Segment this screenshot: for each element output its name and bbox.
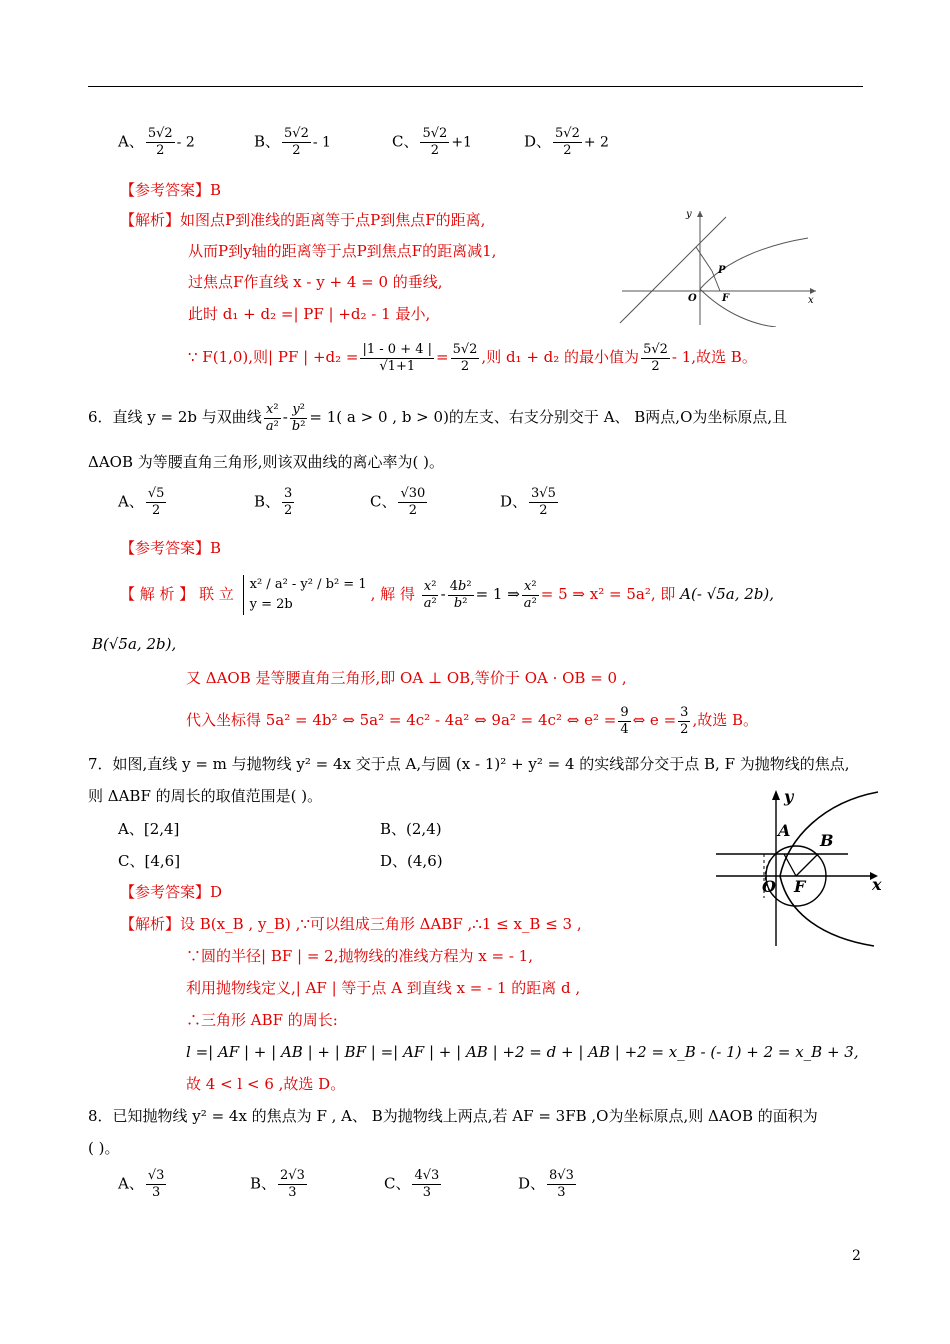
q7-analysis-line-5: l =| AF | + | AB | + | BF | =| AF | + | AB | +2 = d + | AB | +2 = x_B - (- 1) + 2 = x_B + 3, [186, 1043, 859, 1061]
q5-analysis-line-1: 【解析】如图点P到准线的距离等于点P到焦点F的距离, [120, 211, 486, 229]
q5-answer: 【参考答案】B [120, 181, 222, 199]
fig2-x-label: x [872, 875, 882, 894]
q7-analysis-line-6: 故 4 < l < 6 ,故选 D。 [186, 1075, 346, 1093]
q6-answer: 【参考答案】B [120, 539, 222, 557]
fig1-point-label: P [718, 265, 726, 276]
q6-option-b: B、 $\frac{3}{2}$ [254, 486, 293, 518]
q8-stem-line-2: ( )。 [88, 1139, 120, 1157]
q5-analysis-line-2: 从而P到y轴的距离等于点P到焦点F的距离减1, [188, 242, 497, 260]
q7-analysis-line-3: 利用抛物线定义,| AF | 等于点 A 到直线 x = - 1 的距离 d , [186, 979, 581, 997]
q8-option-b: B、 $\frac{2√3}{3}$ [250, 1168, 305, 1200]
q6-point-b: B(√5a, 2b), [92, 635, 177, 653]
q7-answer: 【参考答案】D [120, 883, 223, 901]
fig1-origin-label: O [688, 293, 697, 304]
q5-analysis-line-3: 过焦点F作直线 x - y + 4 = 0 的垂线, [188, 273, 443, 291]
q6-stem-line-1: 6．直线 y = 2b 与双曲线 $\frac{\text{x²}}{\text{a²}}$ - $\frac{\text{y²}}{\text{b²}}$ = 1( a > 0 , b > 0)的左支、右支分别交于 A、 B两点,O为坐标原点,且 [88, 401, 788, 434]
fig1-focus-label: F [722, 293, 730, 304]
fig2-focus-label: F [794, 877, 806, 896]
q5-figure [616, 205, 822, 327]
q6-analysis-line-4: 代入坐标得 5a² = 4b² ⇔ 5a² = 4c² - 4a² ⇔ 9a² = 4c² ⇔ e² = $\frac{9}{4}$ ⇔ e = $\frac{3}{2}$ ,故选 B。 [186, 704, 758, 737]
q7-option-b: B、(2,4) [380, 820, 442, 838]
fig1-x-label: x [808, 295, 814, 306]
q7-option-d: D、(4,6) [380, 852, 443, 870]
q7-analysis-line-4: ∴三角形 ABF 的周长: [186, 1011, 338, 1029]
q6-stem-line-2: ΔAOB 为等腰直角三角形,则该双曲线的离心率为( )。 [88, 453, 444, 471]
q8-option-a: A、 $\frac{√3}{3}$ [118, 1168, 165, 1200]
fig1-y-label: y [686, 209, 692, 220]
q5-option-b: B、 $\frac{5√2}{2}$ - 1 [254, 126, 331, 158]
page-number: 2 [852, 1248, 861, 1264]
q8-option-d: D、 $\frac{8√3}{3}$ [518, 1168, 574, 1200]
q5-analysis-line-4: 此时 d₁ + d₂ =| PF | +d₂ - 1 最小, [188, 305, 431, 323]
q5-analysis-line-5: ∵ F(1,0),则| PF | +d₂ = $\frac{|1 - 0 + 4 |}{√1+1}$ = $\frac{5√2}{2}$ ,则 d₁ + d₂ 的最小值为 $\frac{5√2}{2}$ - 1,故选 B。 [188, 341, 757, 374]
q8-stem-line-1: 8．已知抛物线 y² = 4x 的焦点为 F , A、 B为抛物线上两点,若 AF = 3FB ,O为坐标原点,则 ΔAOB 的面积为 [88, 1107, 818, 1125]
q5-option-a: A、 $\frac{5√2}{2}$ - 2 [118, 126, 195, 158]
q6-analysis-line-1: 【 解 析 】 联 立 x² / a² - y² / b² = 1 y = 2b , 解 得 $\frac{\text{x²}}{\text{a²}}$ - $\frac{\text{4b²}}{\text{b²}}$ = 1 ⇒ $\frac{\text{x²}}{\text{a²}}$ = 5 ⇒ x² = 5a², 即 A(- √5a, 2b), [120, 570, 774, 618]
q7-analysis-line-2: ∵圆的半径| BF | = 2,抛物线的准线方程为 x = - 1, [186, 947, 533, 965]
fig2-y-label: y [784, 788, 794, 806]
q7-stem-line-2: 则 ΔABF 的周长的取值范围是( )。 [88, 787, 323, 805]
q5-option-c: C、 $\frac{5√2}{2}$ +1 [392, 126, 472, 158]
fig2-point-a-label: A [778, 821, 791, 840]
q8-option-c: C、 $\frac{4√3}{3}$ [384, 1168, 440, 1200]
q7-option-a: A、[2,4] [118, 820, 180, 838]
q7-analysis-line-1: 【解析】设 B(x_B , y_B) ,∵可以组成三角形 ΔABF ,∴1 ≤ x_B ≤ 3 , [120, 915, 582, 933]
q6-option-a: A、 $\frac{√5}{2}$ [118, 486, 165, 518]
q5-option-d: D、 $\frac{5√2}{2}$ + 2 [524, 126, 609, 158]
q7-stem-line-1: 7．如图,直线 y = m 与抛物线 y² = 4x 交于点 A,与圆 (x - 1)² + y² = 4 的实线部分交于点 B, F 为抛物线的焦点, [88, 755, 850, 773]
q7-figure [714, 788, 884, 948]
q7-option-c: C、[4,6] [118, 852, 181, 870]
header-rule [88, 86, 863, 87]
q6-analysis-line-3: 又 ΔAOB 是等腰直角三角形,即 OA ⊥ OB,等价于 OA · OB = 0 , [186, 669, 627, 687]
q6-option-c: C、 $\frac{√30}{2}$ [370, 486, 426, 518]
fig2-origin-label: O [762, 877, 776, 896]
q6-option-d: D、 $\frac{3√5}{2}$ [500, 486, 556, 518]
fig2-point-b-label: B [820, 831, 834, 850]
